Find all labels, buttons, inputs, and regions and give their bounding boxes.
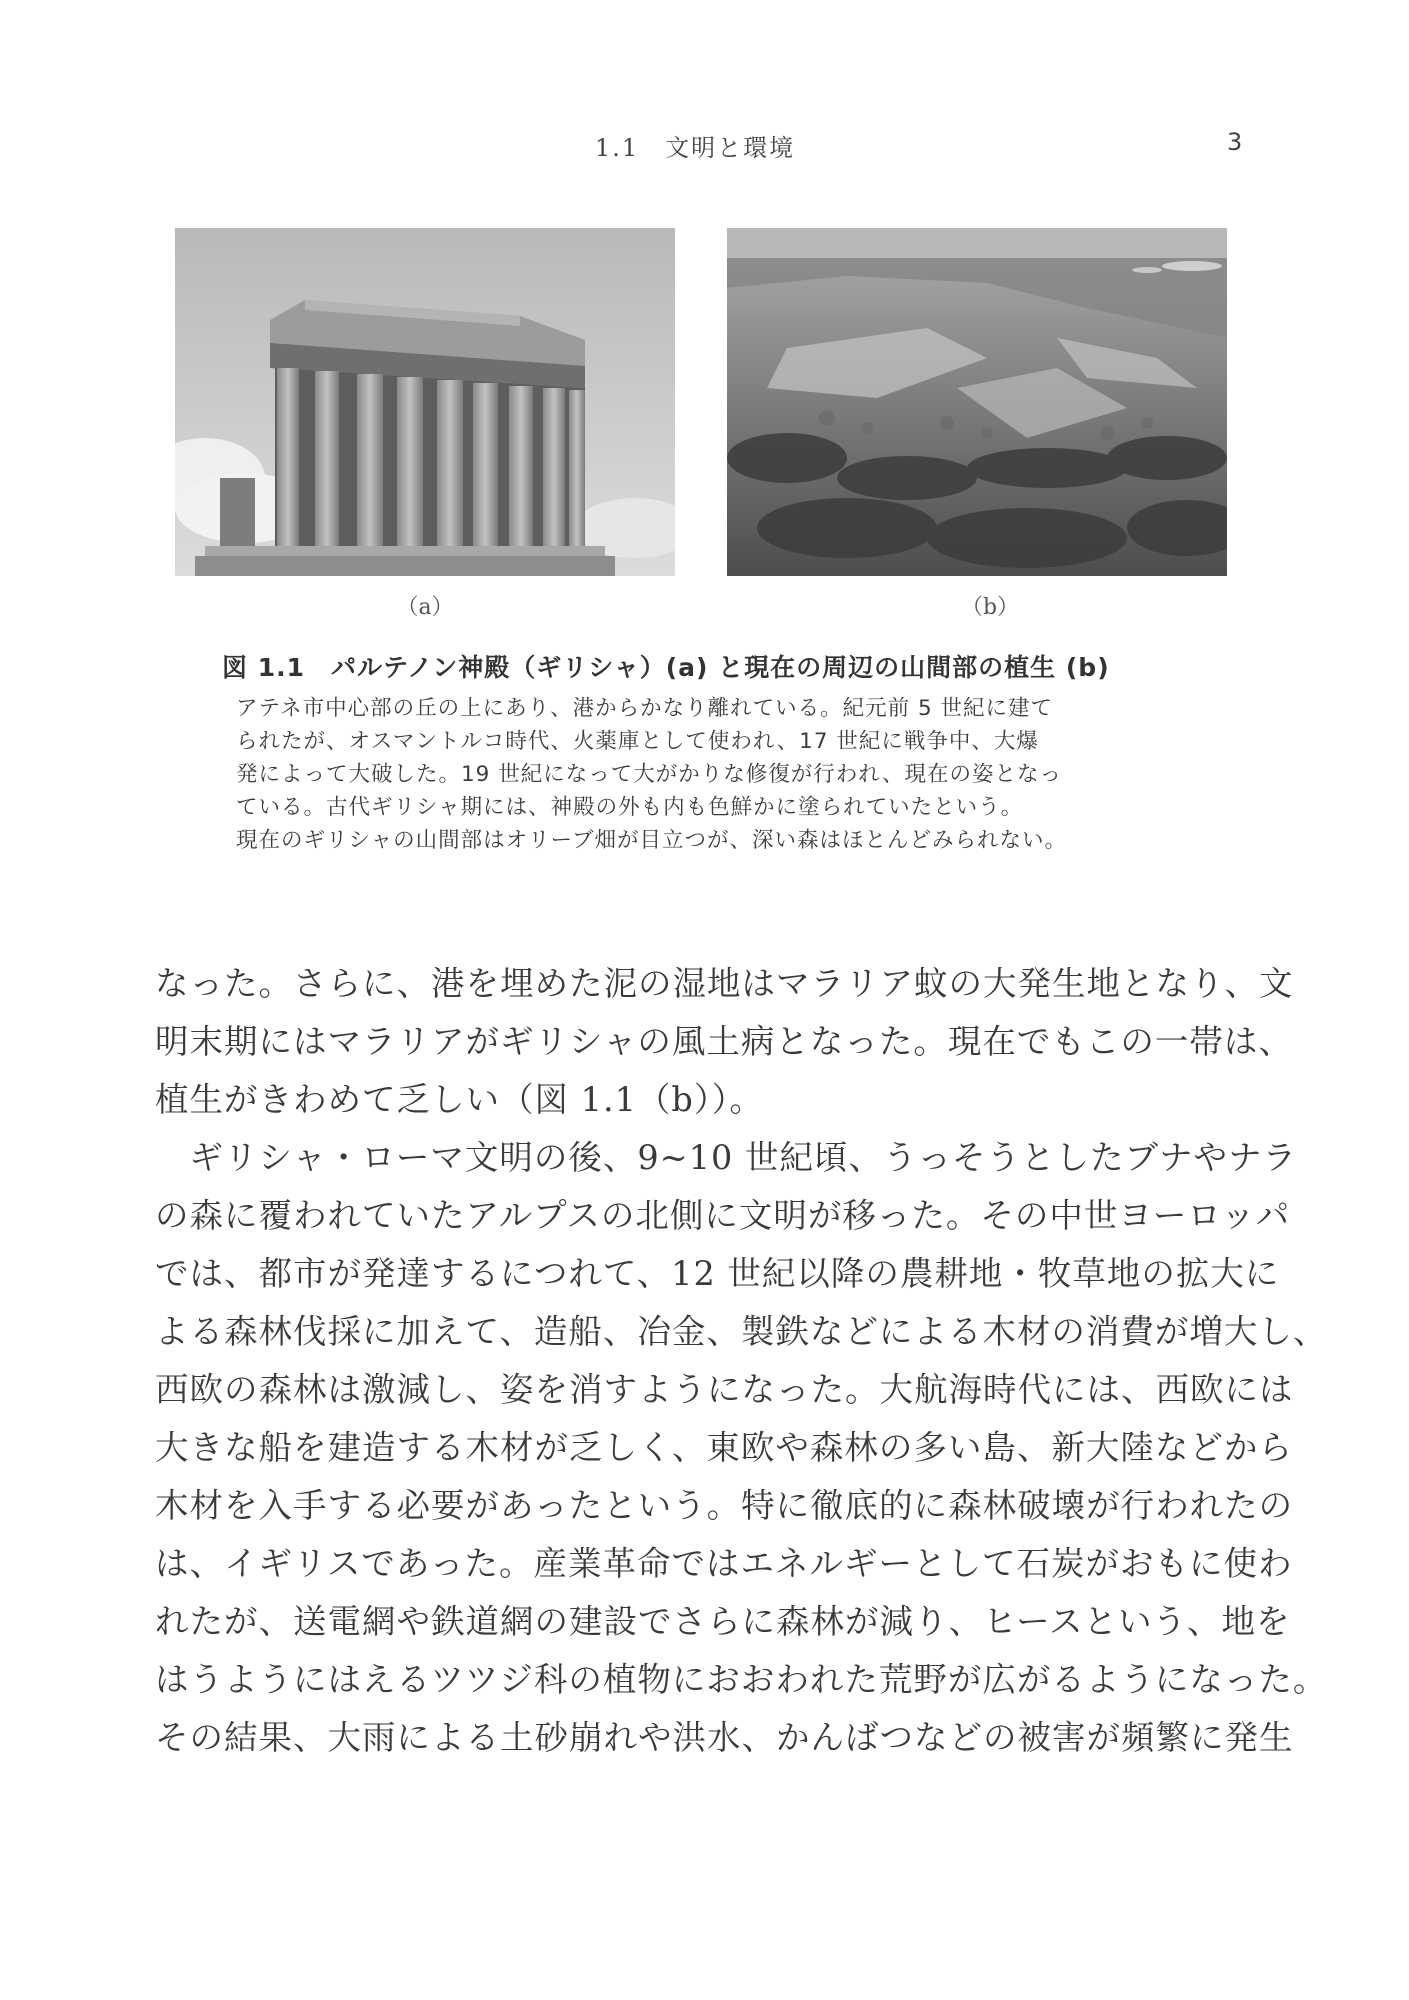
body-line: れたが、送電網や鉄道網の建設でさらに森林が減り、ヒースという、地を [155, 1602, 1291, 1641]
caption-line: られたが、オスマントルコ時代、火薬庫として使われ、17 世紀に戦争中、大爆 [236, 729, 1039, 754]
figure-caption-title: 図 1.1 パルテノン神殿（ギリシャ）(a) と現在の周辺の山間部の植生 (b) [222, 653, 1110, 682]
panel-a-label: （a） [396, 595, 454, 620]
body-line: その結果、大雨による土砂崩れや洪水、かんばつなどの被害が頻繁に発生 [155, 1718, 1294, 1757]
caption-line: アテネ市中心部の丘の上にあり、港からかなり離れている。紀元前 5 世紀に建て [236, 696, 1053, 721]
running-head [0, 128, 1409, 168]
body-line: 大きな船を建造する木材が乏しく、東欧や森林の多い島、新大陸などから [155, 1428, 1293, 1467]
body-line: 西欧の森林は激減し、姿を消すようになった。大航海時代には、西欧には [155, 1370, 1294, 1409]
caption-line: ている。古代ギリシャ期には、神殿の外も内も色鮮かに塗られていたという。 [236, 795, 1024, 820]
body-line: 木材を入手する必要があったという。特に徹底的に森林破壊が行われたの [155, 1486, 1294, 1525]
body-text [155, 955, 1328, 1767]
body-line: 植生がきわめて乏しい（図 1.1（b））。 [155, 1080, 764, 1119]
panel-b-label: （b） [960, 595, 1020, 620]
caption-line: 発によって大破した。19 世紀になって大がかりな修復が行われ、現在の姿となっ [236, 762, 1062, 787]
figure-caption-body [236, 692, 1196, 857]
body-line: の森に覆われていたアルプスの北側に文明が移った。その中世ヨーロッパ [155, 1196, 1291, 1235]
caption-line: 現在のギリシャの山間部はオリーブ畑が目立つが、深い森はほとんどみられない。 [236, 828, 1067, 853]
body-line: はうようにはえるツツジ科の植物におおわれた荒野が広がるようになった。 [155, 1660, 1328, 1699]
body-line: なった。さらに、港を埋めた泥の湿地はマラリア蚊の大発生地となり、文 [155, 964, 1294, 1003]
body-line: よる森林伐採に加えて、造船、冶金、製鉄などによる木材の消費が増大し、 [155, 1312, 1328, 1351]
mountain-vegetation-photo [727, 228, 1227, 576]
running-title: 1.1 文明と環境 [595, 134, 796, 162]
parthenon-photo [175, 228, 675, 576]
body-line: は、イギリスであった。産業革命ではエネルギーとして石炭がおもに使わ [155, 1544, 1293, 1583]
body-line: では、都市が発達するにつれて、12 世紀以降の農耕地・牧草地の拡大に [155, 1254, 1280, 1293]
body-line: 明末期にはマラリアがギリシャの風土病となった。現在でもこの一帯は、 [155, 1022, 1293, 1061]
page-number: 3 [1227, 128, 1243, 156]
body-line: ギリシャ・ローマ文明の後、9~10 世紀頃、うっそうとしたブナやナラ [155, 1138, 1297, 1177]
